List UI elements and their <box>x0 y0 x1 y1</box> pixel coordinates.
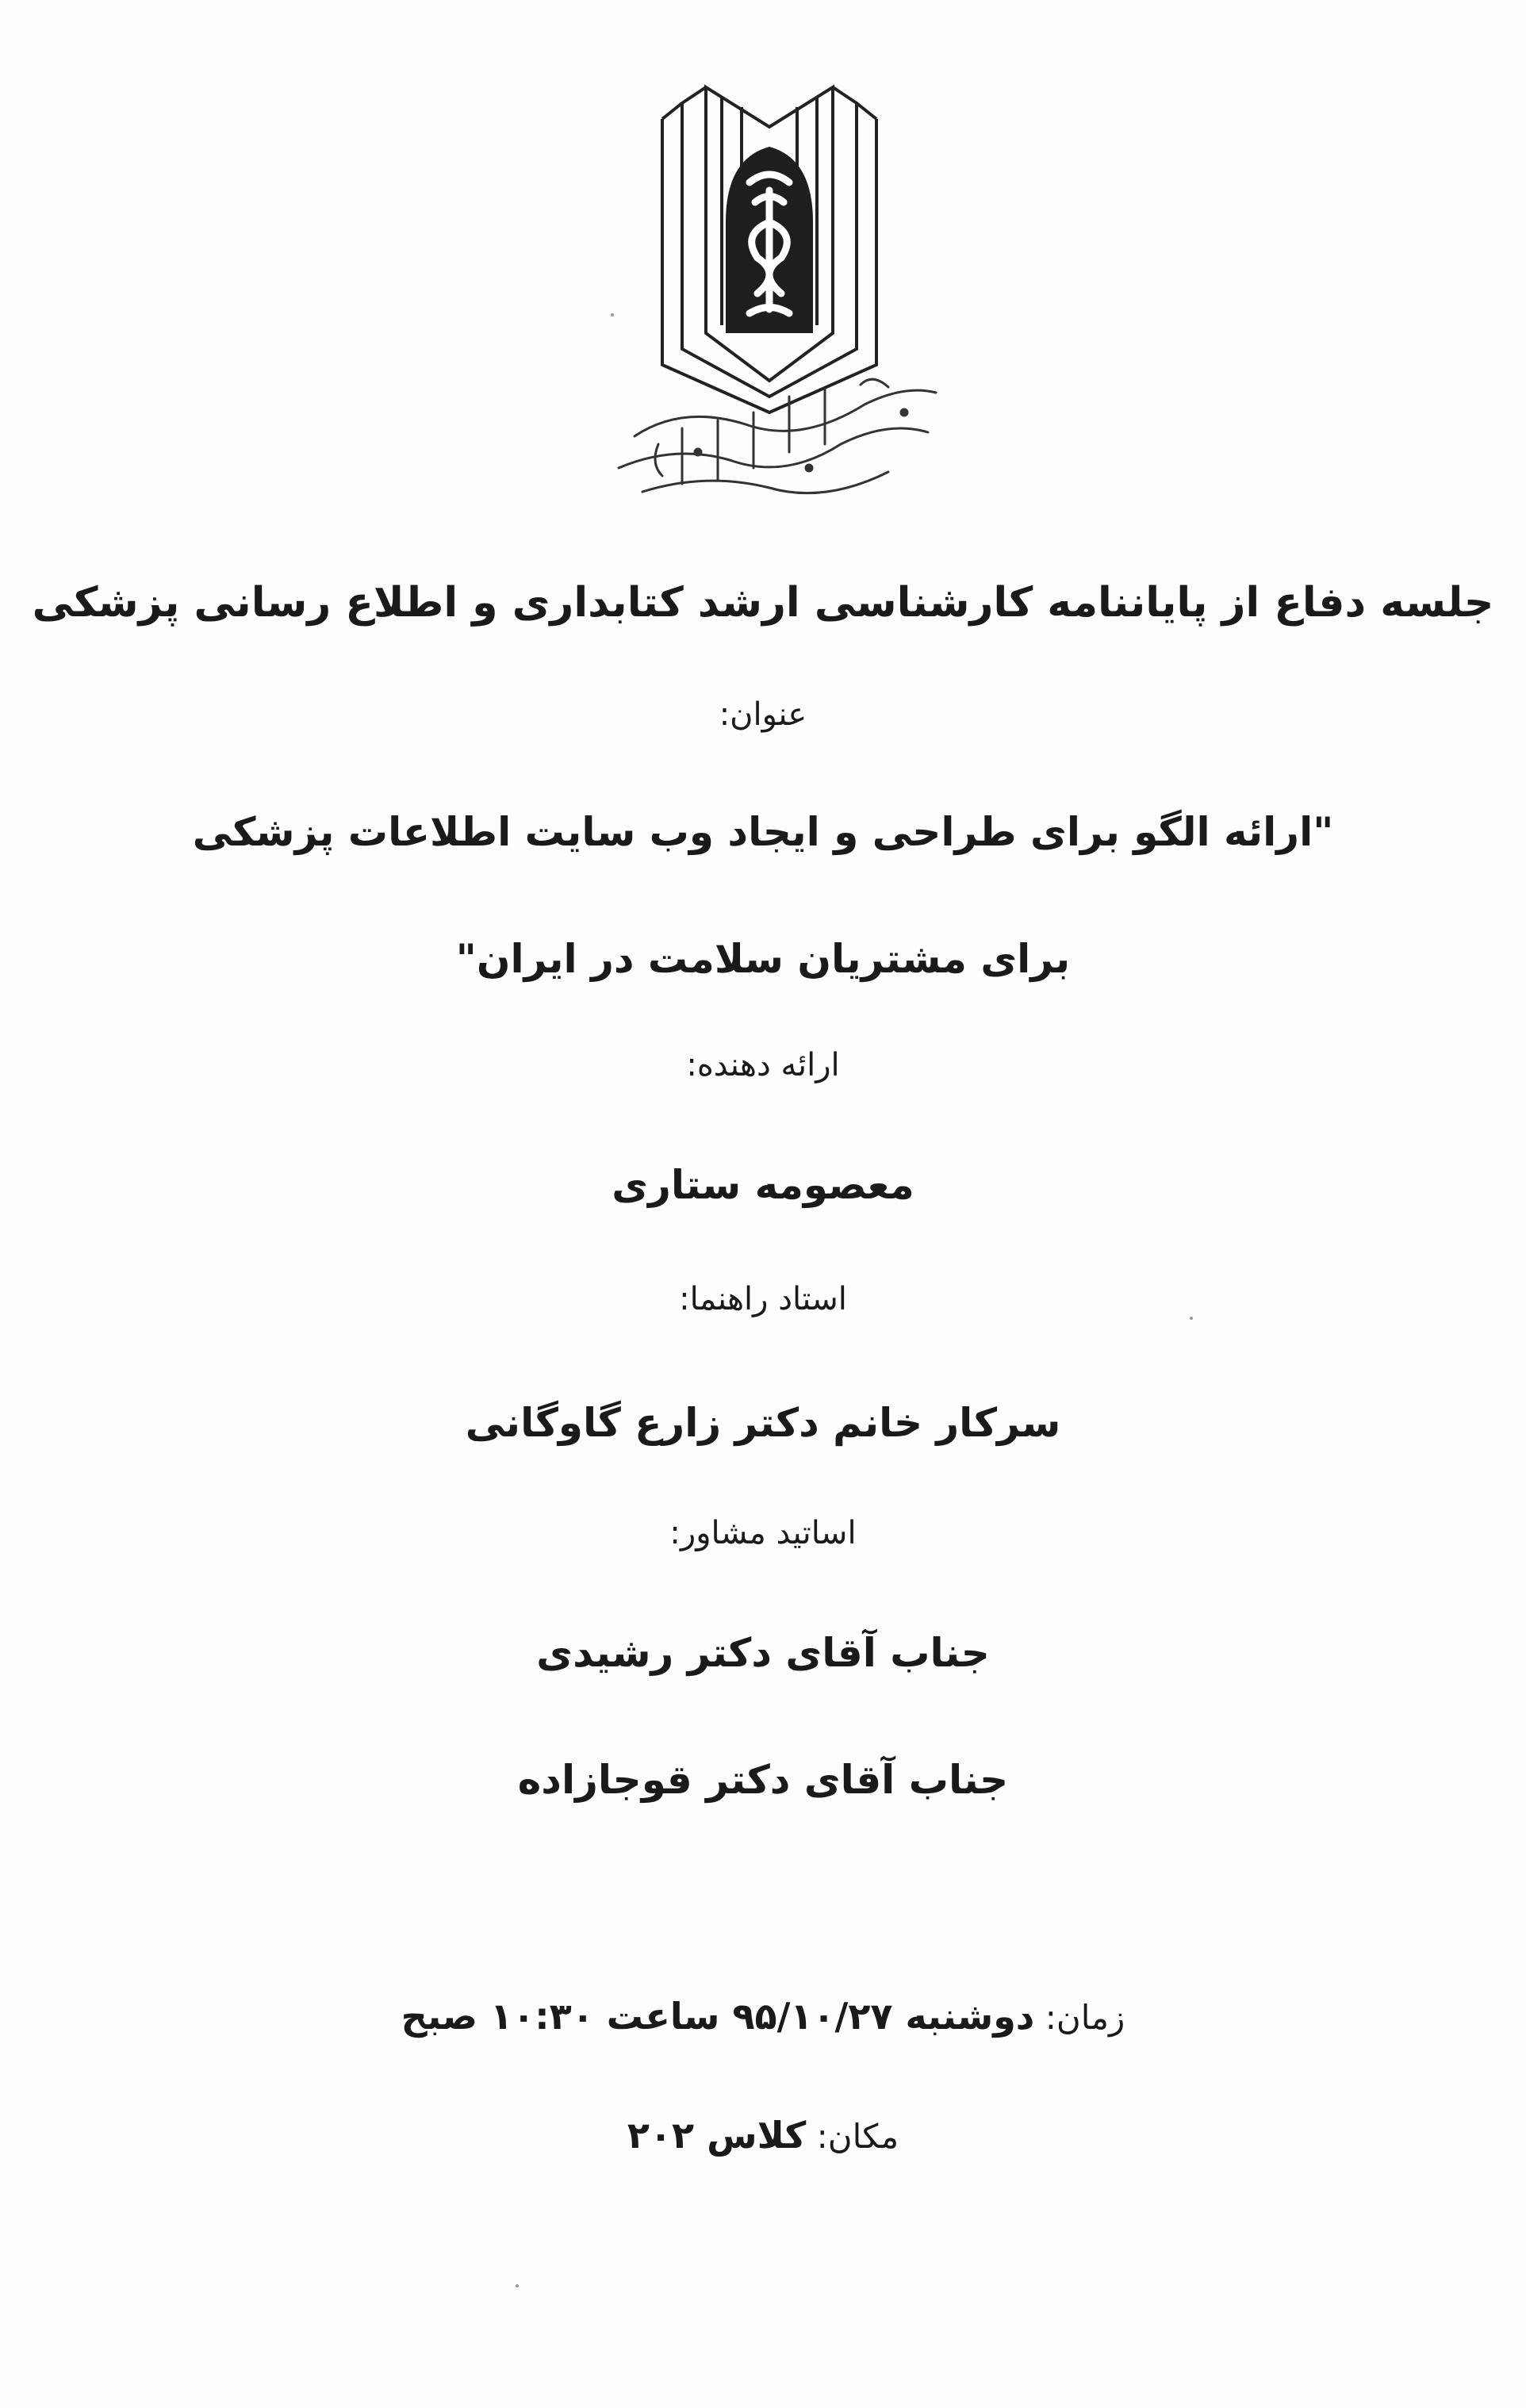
place-label: مکان: <box>806 2117 899 2156</box>
scan-speck <box>611 313 614 316</box>
time-value: دوشنبه ۹۵/۱۰/۲۷ ساعت ۱۰:۳۰ صبح <box>401 1995 1035 2038</box>
presenter-label: ارائه دهنده: <box>686 1047 840 1083</box>
supervisor-name: سرکار خانم دکتر زارع گاوگانی <box>465 1400 1061 1446</box>
time-label: زمان: <box>1034 1998 1125 2037</box>
presenter-name: معصومه ستاری <box>612 1162 914 1208</box>
advisor-2-name: جناب آقای دکتر قوجازاده <box>517 1757 1009 1803</box>
advisors-label: اساتید مشاور: <box>669 1515 857 1551</box>
scan-speck <box>516 2284 519 2287</box>
advisor-1-name: جناب آقای دکتر رشیدی <box>536 1630 990 1676</box>
time-row <box>0 1995 1526 2038</box>
university-logo-icon <box>587 71 960 516</box>
title-label: عنوان: <box>719 696 807 733</box>
defense-heading: جلسه دفاع از پایاننامه کارشناسی ارشد کتابداری و اطلاع رسانی پزشکی <box>32 579 1494 627</box>
thesis-title-line-2: برای مشتریان سلامت در ایران" <box>455 936 1071 982</box>
place-value: کلاس ۲۰۲ <box>627 2114 807 2157</box>
thesis-title-line-1: "ارائه الگو برای طراحی و ایجاد وب سایت اطلاعات پزشکی <box>192 809 1334 855</box>
scan-speck <box>1190 1317 1193 1320</box>
place-row <box>0 2114 1526 2157</box>
supervisor-label: استاد راهنما: <box>679 1281 847 1317</box>
